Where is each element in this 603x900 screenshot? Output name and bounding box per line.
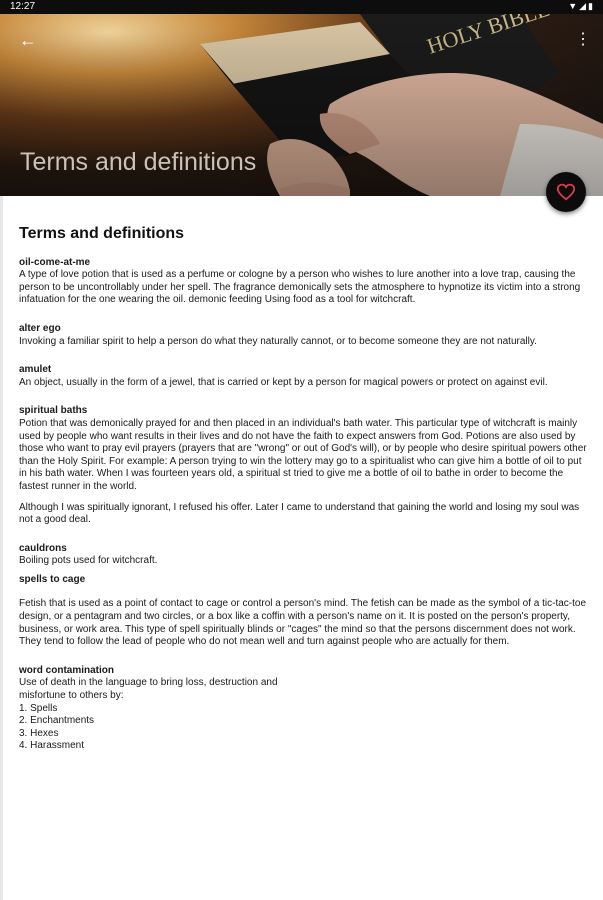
term-name: oil-come-at-me	[19, 256, 91, 268]
list-item: 1. Spells	[19, 702, 58, 714]
toolbar-title: Terms and definitions	[20, 148, 257, 176]
status-icons: ▼◢▮	[568, 1, 595, 11]
more-vert-icon[interactable]: ⋮	[575, 31, 591, 48]
term-definition: Invoking a familiar spirit to help a person do what they naturally cannot, or to become someone they are not naturally.	[19, 335, 537, 347]
term-name: spiritual baths	[19, 405, 88, 417]
term-definition: Fetish that is used as a point of contact to cage or control a person's mind. The fetish can be made as the symbol of a tic-tac-toe design, or a pentagram and two circles, or a box like a coffin with a person's name on it. It is posted on the person's property, business, or work area. This type of spell spiritually blinds or "cages" the mind so that the persons discernment does not work. They tend to follow the lead of people who do not mean well and turn against people who are actually for them.	[19, 598, 587, 648]
term-list	[19, 703, 589, 753]
term-entry	[19, 543, 589, 568]
heart-outline-icon	[556, 183, 576, 201]
article-title: Terms and definitions	[19, 225, 185, 242]
term-name: cauldrons	[19, 542, 67, 554]
term-name: word contamination	[19, 664, 114, 676]
term-name: amulet	[19, 364, 52, 376]
favorite-button[interactable]	[546, 172, 586, 212]
list-item: 4. Harassment	[19, 740, 85, 752]
term-definition: Although I was spiritually ignorant, I refused his offer. Later I came to understand that gaining the world and losing my soul was not a good deal.	[19, 501, 580, 526]
term-entry	[19, 405, 589, 526]
term-entry	[19, 574, 589, 649]
back-arrow-icon[interactable]: ←	[19, 30, 37, 50]
term-name: spells to cage	[19, 573, 86, 585]
term-definition: Boiling pots used for witchcraft.	[19, 555, 158, 567]
status-time: 12:27	[10, 1, 36, 12]
list-item: 3. Hexes	[19, 727, 59, 739]
term-definition: A type of love potion that is used as a perfume or cologne by a person who wishes to lure another into a love trap, causing the person to be uncontrollably under her spell. The fragrance demonically sets the atmosphere to hypnotize its victim into a strong infatuation for the one wearing the oil. demonic feeding Using food as a tool for witchcraft.	[19, 269, 581, 306]
term-entry	[19, 323, 589, 348]
term-entry	[19, 665, 589, 753]
scroll-edge	[0, 196, 3, 900]
term-entry	[19, 364, 589, 389]
article-content	[19, 224, 589, 769]
list-item: 2. Enchantments	[19, 715, 95, 727]
term-entry	[19, 257, 589, 307]
term-definition: Use of death in the language to bring loss, destruction and misfortune to others by:	[19, 677, 278, 702]
header-image	[0, 14, 603, 196]
term-definition: Potion that was demonically prayed for and then placed in an individual's bath water. This particular type of witchcraft is mainly used by people who want results in their lives and do not have the faith to expect answers from God. Potions are also used by those who want to pray evil prayers (prayers that are "wrong" or out of God's will), or by people who desire spiritual powers other than the Holy Spirit. For example: A person trying to win the lottery may go to a spiritualist who can give him a bottle of oil to put in his bath water. When I was fourteen years old, a spiritual st tried to give me a bottle of oil to bathe in order to become the fastest runner in the world.	[19, 417, 587, 492]
term-name: alter ego	[19, 322, 61, 334]
status-bar	[0, 0, 603, 14]
term-definition: An object, usually in the form of a jewel, that is carried or kept by a person for magical powers or protect on against evil.	[19, 376, 548, 388]
